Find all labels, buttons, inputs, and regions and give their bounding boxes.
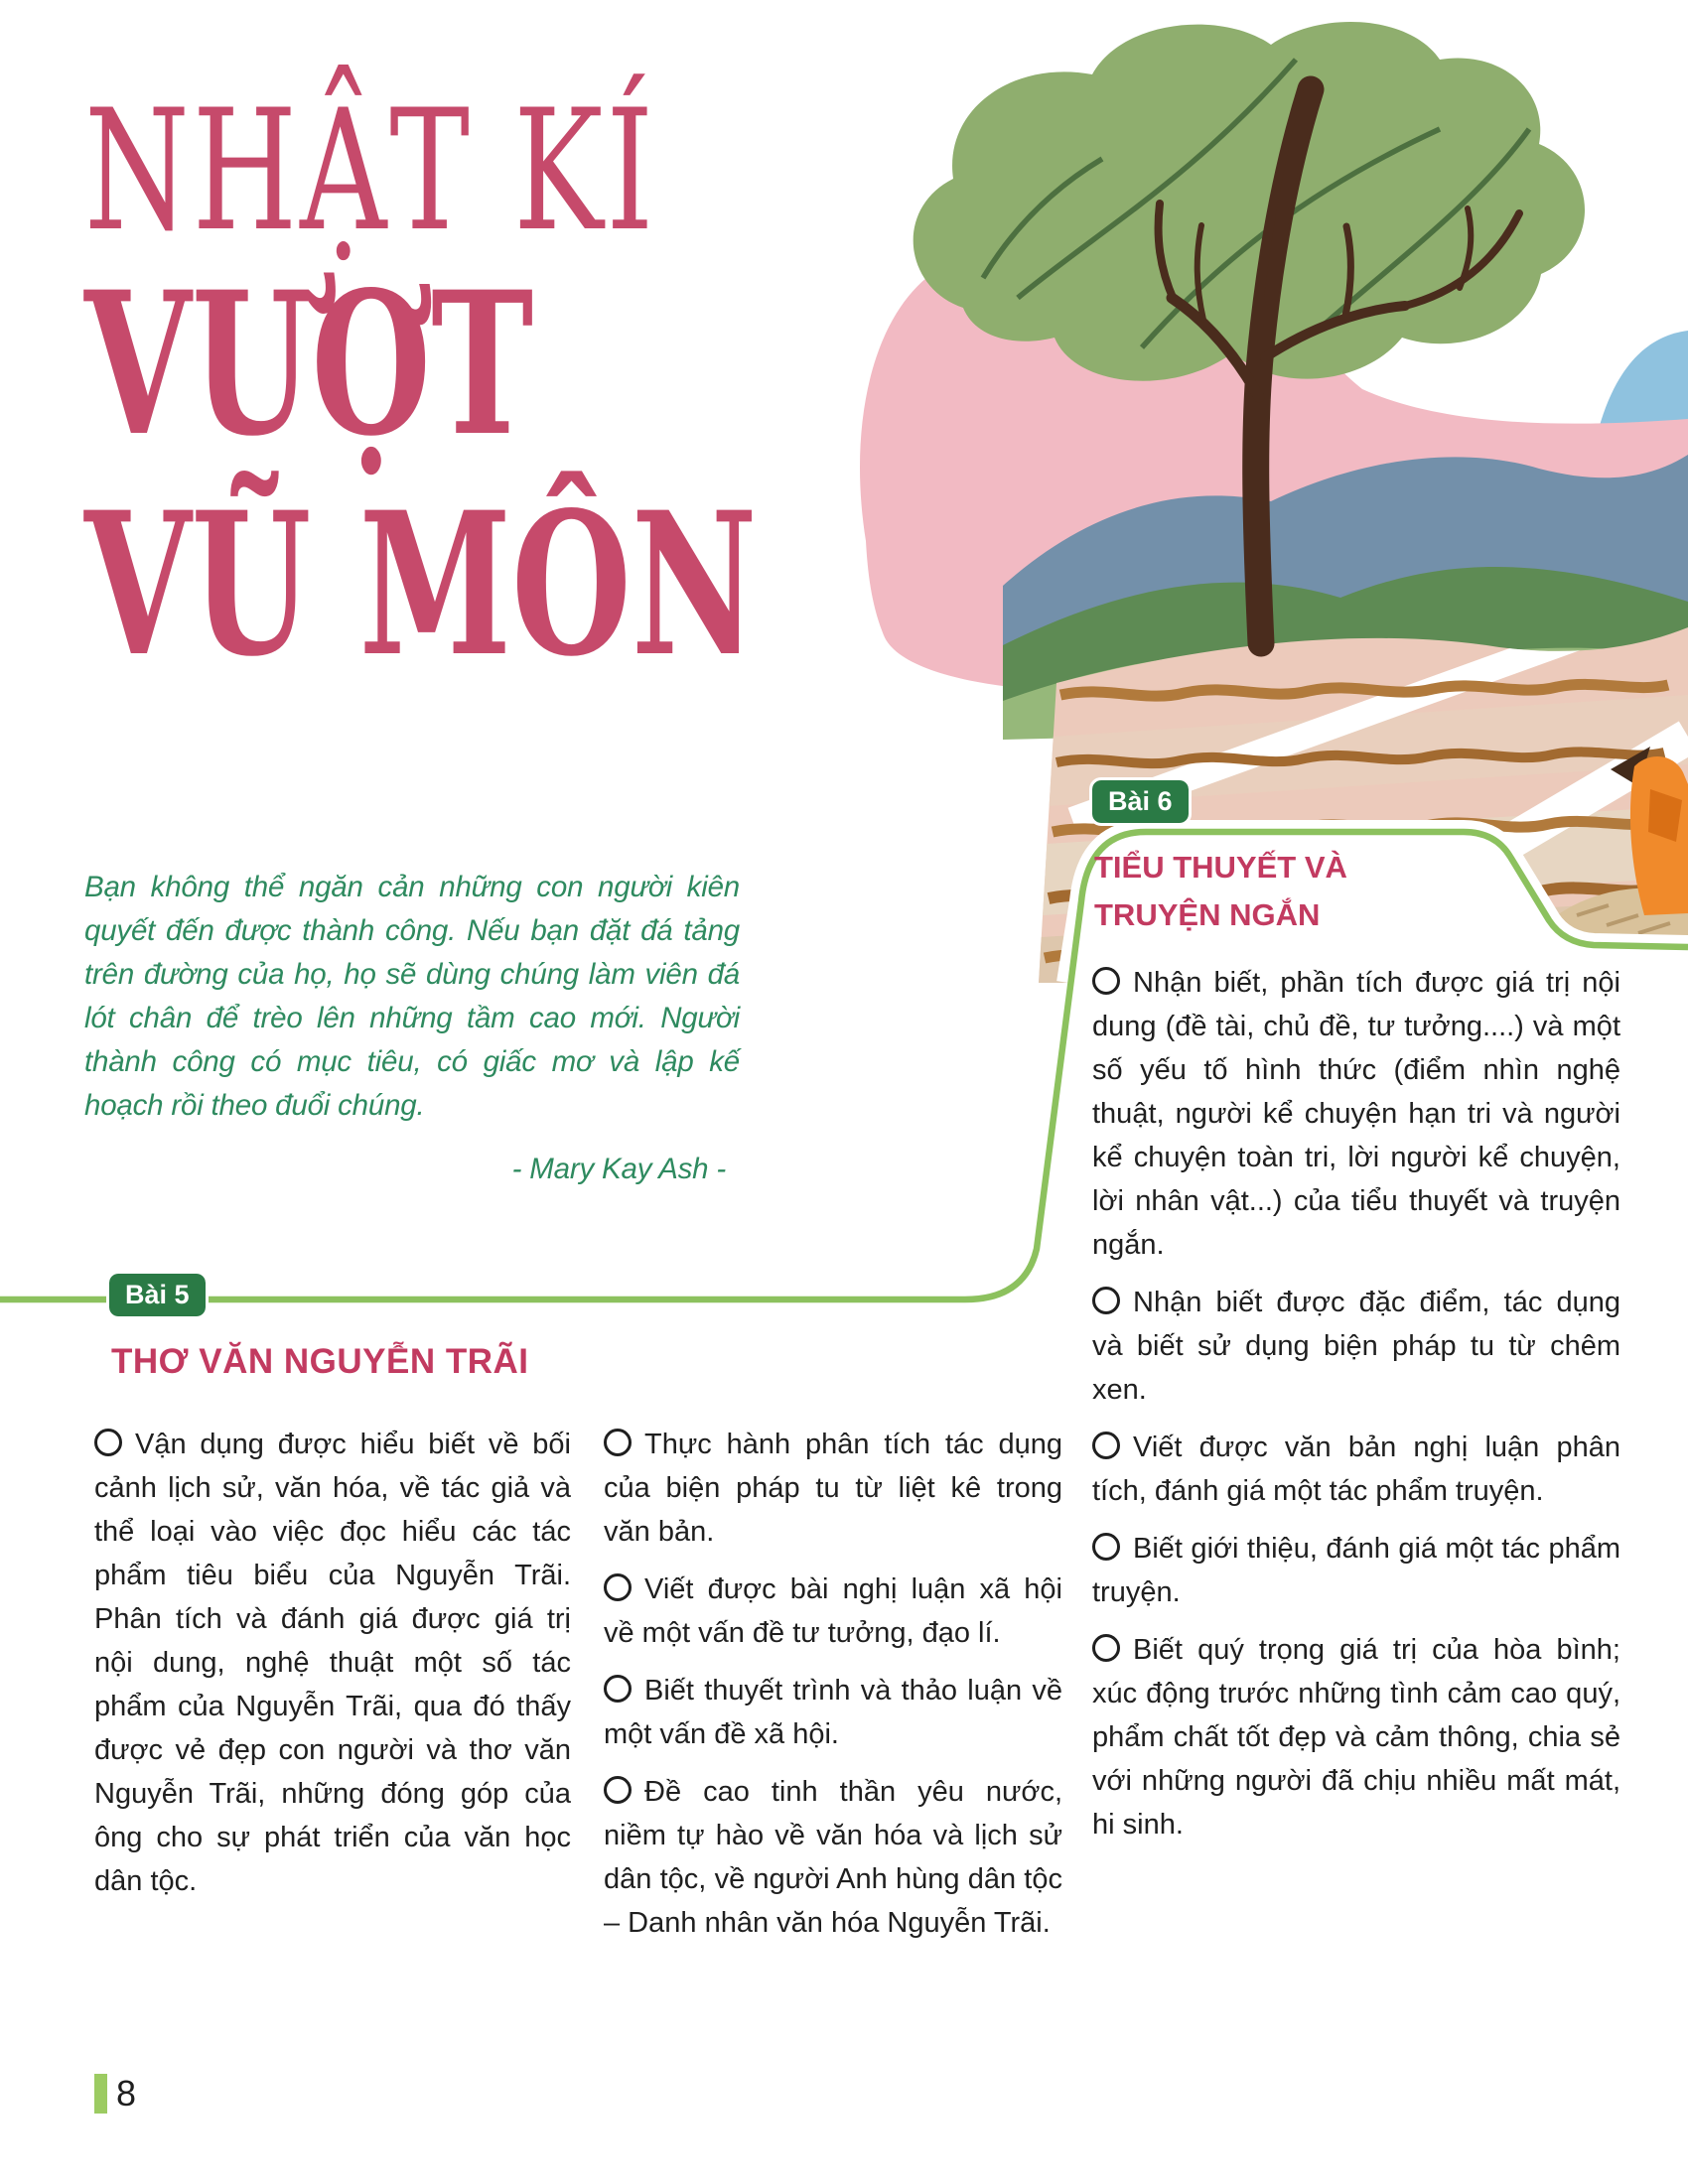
lesson5-title: THƠ VĂN NGUYỄN TRÃI: [111, 1342, 529, 1381]
lesson5-objectives-column-1: [94, 1423, 571, 1917]
bullet-circle-icon: [1092, 1287, 1120, 1314]
page-number-value: 8: [116, 2073, 137, 2114]
bullet-circle-icon: [604, 1675, 632, 1703]
objective-item: [1092, 1426, 1620, 1513]
objective-text: Nhận biết được đặc điểm, tác dụng và biết sử dụng biện pháp tu từ chêm xen.: [1092, 1287, 1620, 1406]
objective-item: [604, 1669, 1062, 1756]
sky-patch: [1599, 331, 1688, 429]
objective-item: [604, 1770, 1062, 1945]
objective-item: [1092, 1527, 1620, 1614]
lesson6-objectives-column: [1092, 961, 1620, 1860]
objective-text: Viết được văn bản nghị luận phân tích, đánh giá một tác phẩm truyện.: [1092, 1432, 1620, 1507]
quote-attribution: - Mary Kay Ash -: [511, 1153, 726, 1185]
objective-text: Biết thuyết trình và thảo luận về một vấn đề xã hội.: [604, 1675, 1062, 1750]
epigraph-quote: [84, 866, 740, 1191]
objective-item: [1092, 1281, 1620, 1412]
bullet-circle-icon: [1092, 1432, 1120, 1459]
objective-text: Biết quý trọng giá trị của hòa bình; xúc động trước những tình cảm cao quý, phẩm chất tốt đẹp và cảm thông, chia sẻ với những người đã chịu nhiều mất mát, hi sinh.: [1092, 1634, 1620, 1841]
objective-item: [604, 1423, 1062, 1554]
lesson6-title: [1094, 844, 1347, 939]
objective-text: Thực hành phân tích tác dụng của biện pháp tu từ liệt kê trong văn bản.: [604, 1429, 1062, 1548]
bullet-circle-icon: [94, 1429, 122, 1456]
objective-item: [1092, 1628, 1620, 1846]
lesson6-badge: Bài 6: [1092, 780, 1189, 823]
page-number-bar-icon: [94, 2074, 107, 2114]
page-number: [94, 2073, 136, 2115]
lesson6-title-line-2: TRUYỆN NGẮN: [1094, 897, 1321, 932]
objective-item: [1092, 961, 1620, 1267]
bullet-circle-icon: [604, 1573, 632, 1601]
page-title-line-3: VŨ MÔN: [84, 469, 758, 700]
page-title-line-2: VƯỢT: [84, 248, 534, 479]
landscape-illustration: [844, 0, 1688, 983]
quote-text: Bạn không thể ngăn cản những con người kiên quyết đến được thành công. Nếu bạn đặt đá tảng trên đường của họ, họ sẽ dùng chúng làm viên đá lót chân để trèo lên những tầm cao mới. Người thành công có mục tiêu, có giấc mơ và lập kế hoạch rồi theo đuổi chúng.: [84, 871, 740, 1122]
bullet-circle-icon: [604, 1429, 632, 1456]
lesson6-title-line-1: TIỂU THUYẾT VÀ: [1094, 850, 1347, 885]
objective-item: [94, 1423, 571, 1903]
bullet-circle-icon: [1092, 1533, 1120, 1561]
bullet-circle-icon: [1092, 967, 1120, 995]
objective-item: [604, 1568, 1062, 1655]
tree-canopy: [914, 22, 1585, 381]
objective-text: Nhận biết, phần tích được giá trị nội dung (đề tài, chủ đề, tư tưởng....) và một số yếu tố hình thức (điểm nhìn nghệ thuật, người kể chuyện hạn tri và người kể chuyện toàn tri, lời người kể chuyện, lời nhân vật...) của tiểu thuyết và truyện ngắn.: [1092, 967, 1620, 1261]
bullet-circle-icon: [604, 1776, 632, 1804]
lesson5-badge: Bài 5: [109, 1274, 206, 1316]
page-title-line-1: NHẬT KÍ: [84, 73, 657, 268]
bullet-circle-icon: [1092, 1634, 1120, 1662]
objective-text: Viết được bài nghị luận xã hội về một vấn đề tư tưởng, đạo lí.: [604, 1573, 1062, 1649]
objective-text: Vận dụng được hiểu biết về bối cảnh lịch sử, văn hóa, về tác giả và thể loại vào việc đọc hiểu các tác phẩm tiêu biểu của Nguyễn Trãi. Phân tích và đánh giá được giá trị nội dung, nghệ thuật một số tác phẩm của Nguyễn Trãi, qua đó thấy được vẻ đẹp con người và thơ văn Nguyễn Trãi, những đóng góp của ông cho sự phát triển của văn học dân tộc.: [94, 1429, 571, 1897]
objective-text: Biết giới thiệu, đánh giá một tác phẩm truyện.: [1092, 1533, 1620, 1608]
lesson5-objectives-column-2: [604, 1423, 1062, 1959]
objective-text: Đề cao tinh thần yêu nước, niềm tự hào về văn hóa và lịch sử dân tộc, về người Anh hùng dân tộc – Danh nhân văn hóa Nguyễn Trãi.: [604, 1776, 1062, 1939]
